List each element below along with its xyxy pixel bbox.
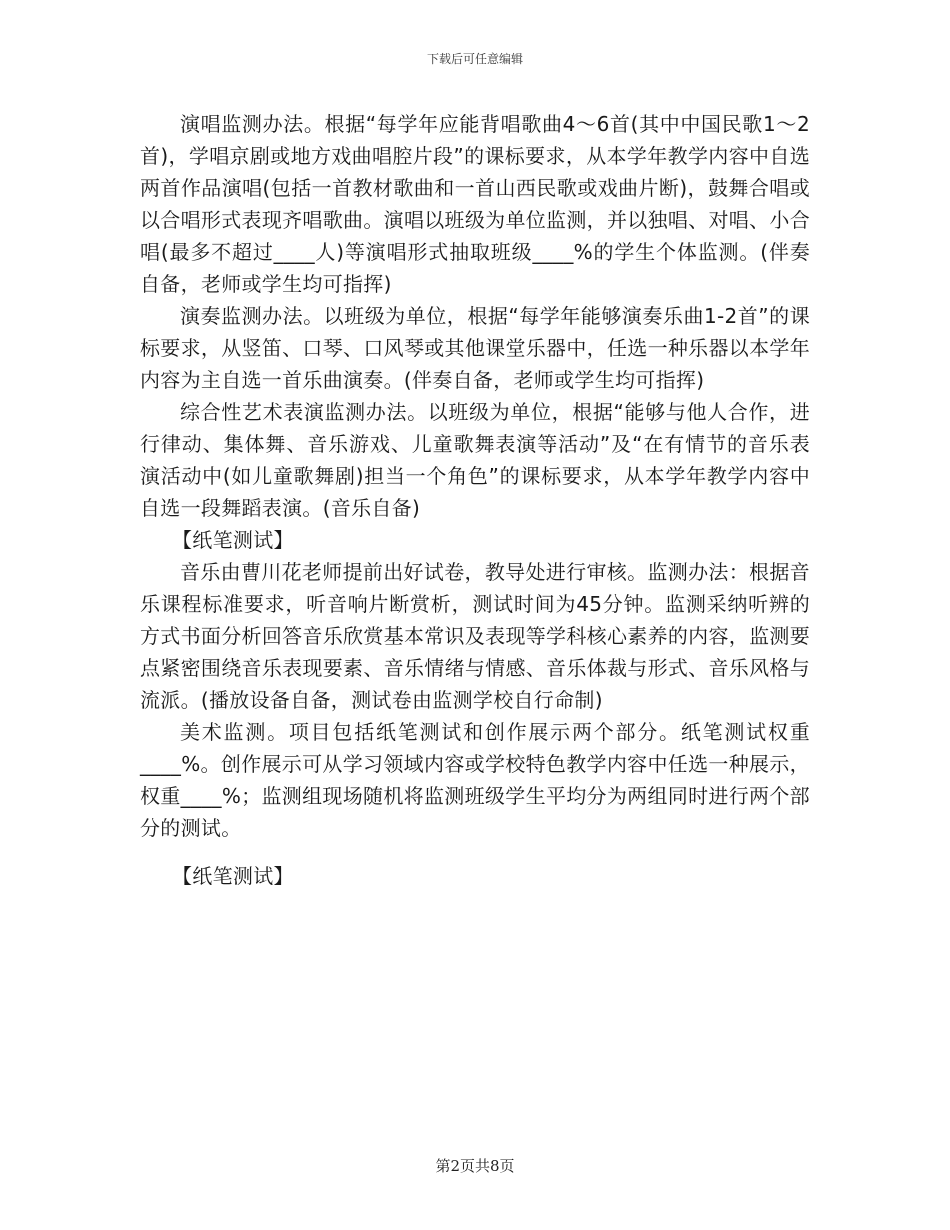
paragraph-art-assessment: 美术监测。项目包括纸笔测试和创作展示两个部分。纸笔测试权重____%。创作展示可从学习领域内容或学校特色教学内容中任选一种展示，权重____%；监测组现场随机将监测班级学生平均分为两组同时进行两个部分的测试。 (140, 720, 810, 840)
page-number-footer: 第2页共8页 (435, 1157, 515, 1175)
paragraph-performance-assessment: 综合性艺术表演监测办法。以班级为单位，根据“能够与他人合作，进行律动、集体舞、音乐游戏、儿童歌舞表演等活动”及“在有情节的音乐表演活动中(如儿童歌舞剧)担当一个角色”的课标要求，从本学年教学内容中自选一段舞蹈表演。(音乐自备) (140, 400, 810, 520)
page-header-note: 下载后可任意编辑 (426, 52, 523, 66)
paragraph-singing-assessment: 演唱监测办法。根据“每学年应能背唱歌曲4～6首(其中中国民歌1～2首)，学唱京剧或地方戏曲唱腔片段”的课标要求，从本学年教学内容中自选两首作品演唱(包括一首教材歌曲和一首山西民歌或戏曲片断)，鼓舞合唱或以合唱形式表现齐唱歌曲。演唱以班级为单位监测，并以独唱、对唱、小合唱(最多不超过____人)等演唱形式抽取班级____%的学生个体监测。(伴奏自备，老师或学生均可指挥) (140, 112, 810, 296)
paragraph-instrument-assessment: 演奏监测办法。以班级为单位，根据“每学年能够演奏乐曲1-2首”的课标要求，从竖笛、口琴、口风琴或其他课堂乐器中，任选一种乐器以本学年内容为主自选一首乐曲演奏。(伴奏自备，老师或学生均可指挥) (140, 304, 810, 392)
paragraph-music-written-test: 音乐由曹川花老师提前出好试卷，教导处进行审核。监测办法：根据音乐课程标准要求，听音响片断赏析，测试时间为45分钟。监测采纳听辨的方式书面分析回答音乐欣赏基本常识及表现等学科核心素养的内容，监测要点紧密围绕音乐表现要素、音乐情绪与情感、音乐体裁与形式、音乐风格与流派。(播放设备自备，测试卷由监测学校自行命制) (140, 560, 810, 712)
section-heading-written-test: 【纸笔测试】 (172, 528, 294, 552)
document-body (140, 108, 810, 892)
section-heading-written-test-2: 【纸笔测试】 (172, 864, 294, 888)
